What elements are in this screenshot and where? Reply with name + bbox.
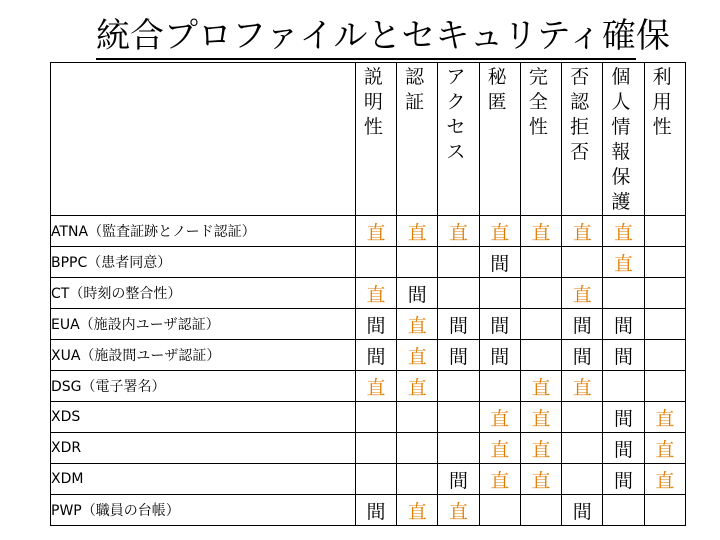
table-row	[51, 433, 686, 464]
matrix-cell	[479, 278, 520, 309]
header-corner-cell	[51, 63, 356, 216]
matrix-cell: 直	[438, 495, 479, 526]
column-header-privacy	[603, 63, 644, 216]
matrix-cell	[562, 402, 603, 433]
matrix-cell	[438, 278, 479, 309]
matrix-cell: 直	[397, 309, 438, 340]
matrix-cell: 直	[397, 371, 438, 402]
matrix-cell: 間	[562, 309, 603, 340]
table-row	[51, 309, 686, 340]
matrix-cell	[520, 309, 561, 340]
matrix-cell	[397, 247, 438, 278]
title-underline	[96, 58, 636, 60]
matrix-cell: 直	[520, 433, 561, 464]
matrix-cell	[355, 247, 396, 278]
table-row	[51, 278, 686, 309]
row-label: EUA（施設内ユーザ認証）	[51, 309, 356, 340]
table-row	[51, 340, 686, 371]
matrix-cell	[644, 495, 685, 526]
matrix-cell: 直	[603, 216, 644, 247]
matrix-cell: 直	[520, 216, 561, 247]
matrix-cell	[520, 340, 561, 371]
matrix-cell: 間	[355, 309, 396, 340]
matrix-cell: 直	[355, 216, 396, 247]
column-header-confidentiality	[479, 63, 520, 216]
row-label: XDM	[51, 464, 356, 495]
matrix-cell: 間	[397, 278, 438, 309]
column-header-label: 個 人 情 報 保 護	[611, 66, 631, 213]
matrix-cell: 間	[603, 464, 644, 495]
matrix-cell	[397, 464, 438, 495]
matrix-cell: 直	[479, 402, 520, 433]
column-header-integrity	[520, 63, 561, 216]
column-header-access	[438, 63, 479, 216]
matrix-cell: 間	[562, 340, 603, 371]
row-label: BPPC（患者同意）	[51, 247, 356, 278]
matrix-cell	[644, 340, 685, 371]
row-label: XDS	[51, 402, 356, 433]
matrix-cell: 直	[520, 371, 561, 402]
matrix-cell	[644, 371, 685, 402]
matrix-cell	[438, 402, 479, 433]
matrix-cell: 直	[479, 464, 520, 495]
column-header-label: 完 全 性	[528, 66, 548, 138]
matrix-cell: 直	[562, 371, 603, 402]
table-row	[51, 216, 686, 247]
column-header-label: 説 明 性	[363, 66, 383, 138]
matrix-cell: 直	[479, 216, 520, 247]
matrix-cell: 間	[603, 309, 644, 340]
column-header-authentication	[397, 63, 438, 216]
matrix-cell	[562, 464, 603, 495]
column-header-label: 認 証	[405, 66, 425, 113]
matrix-cell: 直	[520, 402, 561, 433]
header-row	[51, 63, 686, 216]
matrix-cell	[644, 216, 685, 247]
row-label: XDR	[51, 433, 356, 464]
security-matrix-table	[50, 62, 686, 526]
column-header-availability	[644, 63, 685, 216]
row-label: XUA（施設間ユーザ認証）	[51, 340, 356, 371]
matrix-cell	[479, 371, 520, 402]
matrix-cell	[603, 278, 644, 309]
table-row	[51, 402, 686, 433]
matrix-cell: 間	[562, 495, 603, 526]
matrix-cell: 間	[355, 340, 396, 371]
matrix-cell	[355, 464, 396, 495]
matrix-cell	[603, 495, 644, 526]
row-label: CT（時刻の整合性）	[51, 278, 356, 309]
matrix-cell	[355, 433, 396, 464]
column-header-accountability	[355, 63, 396, 216]
column-header-label: 秘 匿	[487, 66, 507, 113]
matrix-cell: 間	[438, 340, 479, 371]
page-title: 統合プロファイルとセキュリティ確保	[96, 16, 670, 56]
matrix-cell	[644, 278, 685, 309]
matrix-cell	[438, 371, 479, 402]
matrix-cell: 直	[438, 216, 479, 247]
matrix-cell	[438, 247, 479, 278]
matrix-cell: 間	[603, 433, 644, 464]
matrix-cell: 直	[644, 433, 685, 464]
matrix-body	[51, 216, 686, 526]
matrix-cell	[520, 278, 561, 309]
column-header-non-repudiation	[562, 63, 603, 216]
column-header-label: 利 用 性	[652, 66, 672, 138]
matrix-cell	[397, 433, 438, 464]
matrix-cell	[644, 247, 685, 278]
column-header-label: ア ク セ ス	[446, 66, 466, 163]
matrix-cell	[397, 402, 438, 433]
matrix-cell: 直	[603, 247, 644, 278]
matrix-cell	[562, 433, 603, 464]
matrix-cell	[479, 495, 520, 526]
matrix-cell: 間	[479, 340, 520, 371]
matrix-cell: 直	[397, 340, 438, 371]
matrix-cell: 間	[355, 495, 396, 526]
column-header-label: 否 認 拒 否	[570, 66, 590, 163]
matrix-cell: 直	[355, 371, 396, 402]
matrix-cell: 直	[562, 216, 603, 247]
matrix-cell: 直	[479, 433, 520, 464]
matrix-cell	[438, 433, 479, 464]
table-row	[51, 247, 686, 278]
matrix-cell: 間	[603, 402, 644, 433]
matrix-cell	[603, 371, 644, 402]
matrix-cell	[520, 495, 561, 526]
matrix-cell: 間	[479, 309, 520, 340]
matrix-cell: 直	[397, 495, 438, 526]
matrix-cell: 直	[644, 402, 685, 433]
matrix-cell	[355, 402, 396, 433]
matrix-cell: 直	[355, 278, 396, 309]
matrix-cell: 直	[520, 464, 561, 495]
matrix-cell: 直	[644, 464, 685, 495]
matrix-cell	[644, 309, 685, 340]
matrix-cell: 間	[479, 247, 520, 278]
table-row	[51, 464, 686, 495]
row-label: ATNA（監査証跡とノード認証）	[51, 216, 356, 247]
matrix-cell	[520, 247, 561, 278]
matrix-cell: 直	[562, 278, 603, 309]
row-label: PWP（職員の台帳）	[51, 495, 356, 526]
row-label: DSG（電子署名）	[51, 371, 356, 402]
matrix-cell: 直	[397, 216, 438, 247]
matrix-cell: 間	[603, 340, 644, 371]
matrix-cell	[562, 247, 603, 278]
matrix-cell: 間	[438, 464, 479, 495]
table-row	[51, 495, 686, 526]
matrix-cell: 間	[438, 309, 479, 340]
table-row	[51, 371, 686, 402]
